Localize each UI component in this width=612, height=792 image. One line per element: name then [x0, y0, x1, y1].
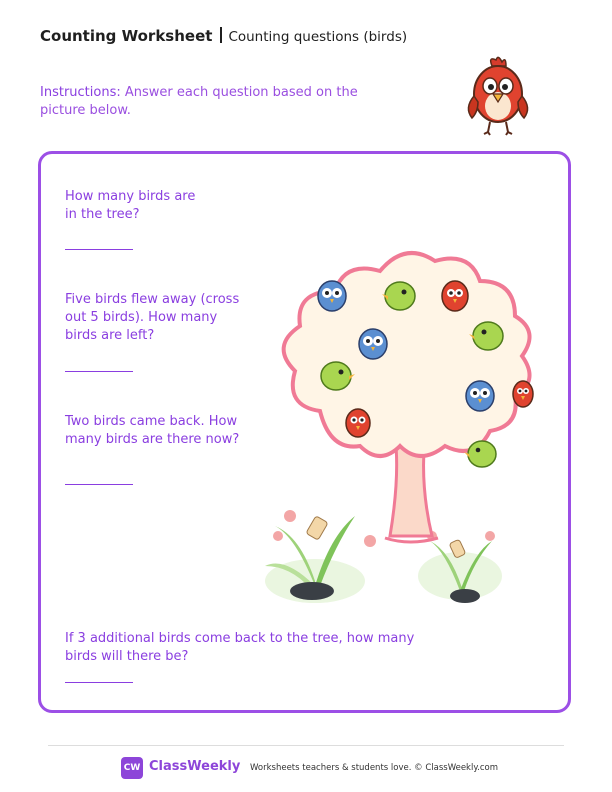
answer-blank-3[interactable] [65, 484, 133, 485]
footer-divider [48, 745, 564, 746]
question-3: Two birds came back. How many birds are there now? [65, 414, 240, 447]
left-plant-icon [265, 510, 376, 603]
answer-blank-2[interactable] [65, 371, 133, 372]
instructions [40, 84, 360, 120]
answer-blank-1[interactable] [65, 249, 133, 250]
bird-blue-owl-2[interactable] [359, 329, 387, 359]
question-1: How many birds are in the tree? [65, 189, 196, 222]
bird-red-2[interactable] [513, 381, 533, 407]
classweekly-logo-icon: CW [121, 757, 143, 779]
brand-name: ClassWeekly [149, 759, 241, 774]
worksheet-header [40, 27, 407, 45]
bird-blue-owl-1[interactable] [318, 281, 346, 311]
footer-tagline: Worksheets teachers & students love. © ClassWeekly.com [250, 763, 499, 773]
tree-illustration [260, 236, 560, 606]
right-plant-icon [418, 531, 502, 603]
title-divider [220, 27, 222, 43]
answer-blank-4[interactable] [65, 682, 133, 683]
bird-red-3[interactable] [346, 409, 370, 437]
bird-red-1[interactable] [442, 281, 468, 311]
bird-blue-owl-3[interactable] [466, 381, 494, 411]
page-subtitle: Counting questions (birds) [228, 29, 408, 45]
instructions-text: Answer each question based on the picture below. [40, 85, 358, 118]
page-title: Counting Worksheet [40, 27, 213, 45]
instructions-label: Instructions: [40, 85, 121, 100]
question-2: Five birds flew away (cross out 5 birds). How many birds are left? [65, 292, 240, 343]
question-4: If 3 additional birds come back to the tree, how many birds will there be? [65, 631, 415, 664]
mascot-bird-icon [462, 56, 534, 140]
